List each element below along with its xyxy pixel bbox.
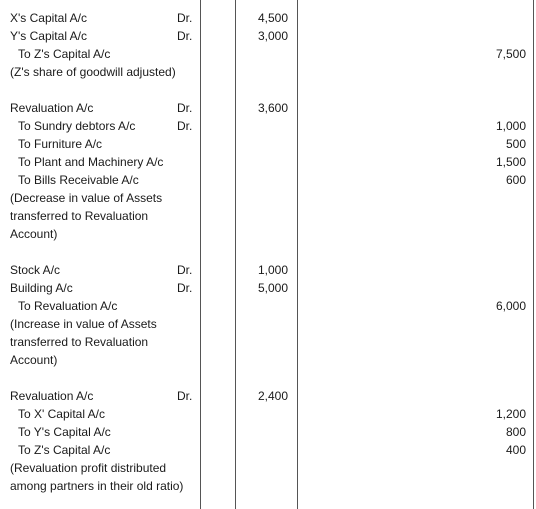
credit-account: To Z's Capital A/c (18, 47, 111, 61)
narration: (Z's share of goodwill adjusted) (10, 65, 176, 79)
debit-amount: 5,000 (258, 281, 289, 295)
narration: Account) (10, 227, 58, 241)
narration: Account) (10, 353, 58, 367)
column-divider (235, 0, 236, 509)
debit-account: X's Capital A/c (10, 11, 87, 25)
dr-marker: Dr. (177, 263, 193, 277)
credit-amount: 800 (505, 425, 526, 439)
column-divider (200, 0, 201, 509)
credit-amount: 600 (505, 173, 526, 187)
debit-amount: 3,000 (258, 29, 289, 43)
dr-marker: Dr. (177, 389, 193, 403)
narration: (Revaluation profit distributed (10, 461, 167, 475)
credit-account: To Y's Capital A/c (18, 425, 111, 439)
narration: among partners in their old ratio) (10, 479, 184, 493)
column-divider (297, 0, 298, 509)
debit-account: Stock A/c (10, 263, 61, 277)
debit-amount: 2,400 (258, 389, 289, 403)
narration: (Increase in value of Assets (10, 317, 157, 331)
credit-amount: 1,200 (495, 407, 526, 421)
debit-account: Y's Capital A/c (10, 29, 87, 43)
debit-amount: 4,500 (258, 11, 289, 25)
credit-account: To Sundry debtors A/c (18, 119, 136, 133)
debit-amount: 1,000 (258, 263, 289, 277)
debit-account: Building A/c (10, 281, 73, 295)
dr-marker: Dr. (177, 101, 193, 115)
credit-account: To Furniture A/c (18, 137, 103, 151)
credit-amount: 500 (505, 137, 526, 151)
debit-account: Revaluation A/c (10, 101, 94, 115)
credit-account: To Bills Receivable A/c (18, 173, 139, 187)
credit-amount: 7,500 (495, 47, 526, 61)
dr-marker: Dr. (177, 281, 193, 295)
credit-amount: 1,500 (495, 155, 526, 169)
narration: transferred to Revaluation (10, 335, 149, 349)
credit-account: To X' Capital A/c (18, 407, 105, 421)
credit-amount: 6,000 (495, 299, 526, 313)
dr-marker: Dr. (177, 29, 193, 43)
debit-account: Revaluation A/c (10, 389, 94, 403)
debit-amount: 3,600 (258, 101, 289, 115)
credit-account: To Z's Capital A/c (18, 443, 111, 457)
credit-amount: 400 (505, 443, 526, 457)
narration: transferred to Revaluation (10, 209, 149, 223)
column-divider (533, 0, 534, 509)
credit-amount: 1,000 (495, 119, 526, 133)
dr-marker: Dr. (177, 11, 193, 25)
dr-marker: Dr. (177, 119, 193, 133)
narration: (Decrease in value of Assets (10, 191, 163, 205)
credit-account: To Revaluation A/c (18, 299, 118, 313)
credit-account: To Plant and Machinery A/c (18, 155, 164, 169)
